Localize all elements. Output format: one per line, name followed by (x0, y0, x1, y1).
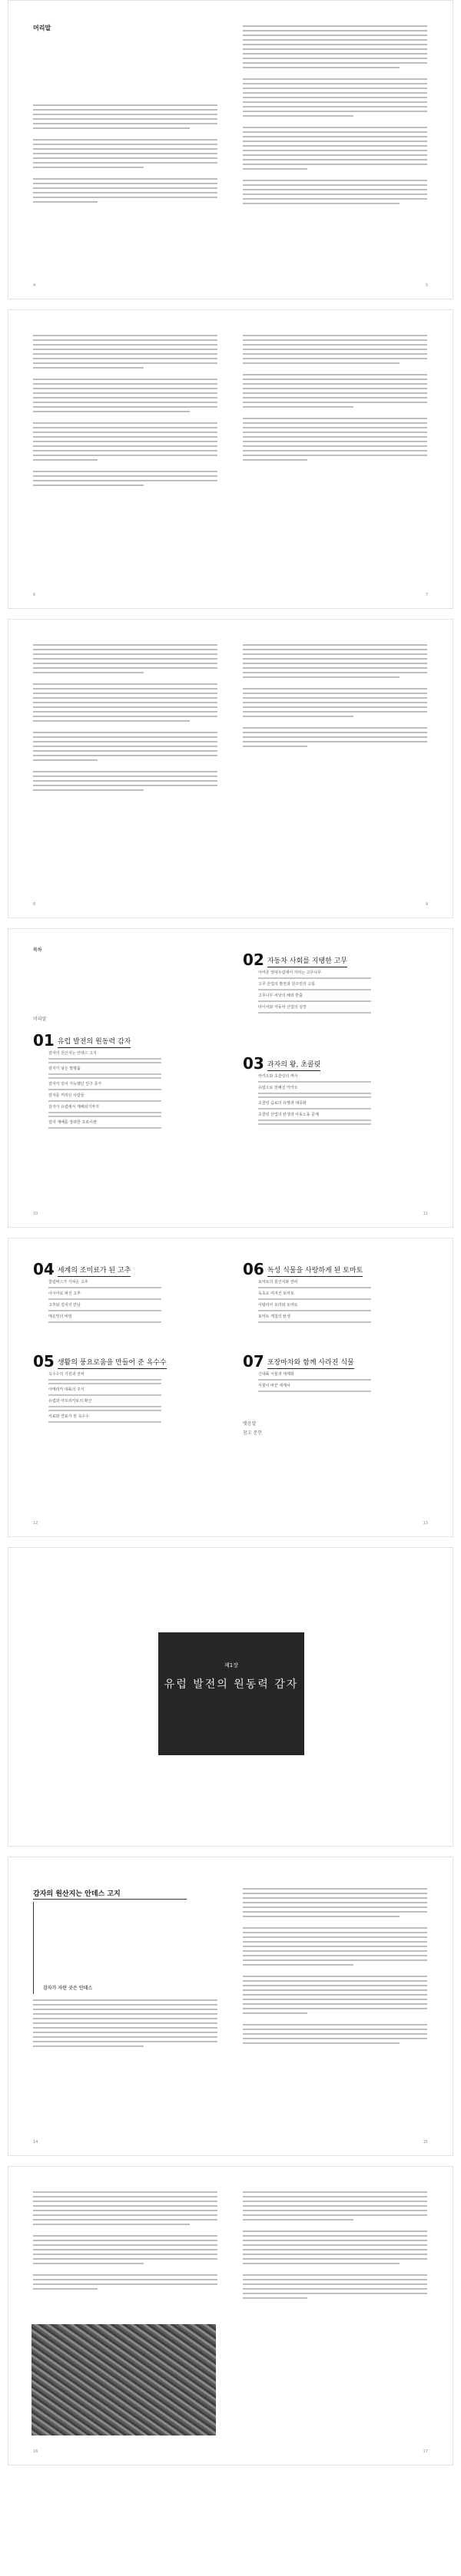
toc-item[interactable]: 사료와 연료가 된 옥수수 (48, 1414, 90, 1419)
toc-item[interactable]: 감자가 낳은 발명품 (48, 1066, 81, 1071)
chapter-number: 06 (243, 1260, 264, 1278)
page-number-right: 11 (423, 1212, 428, 1216)
toc-epilogue[interactable]: 맺음말 (243, 1421, 257, 1427)
page-preface-1 (8, 0, 453, 299)
toc-chapter-06[interactable] (243, 1262, 431, 1323)
part-title-box (158, 1632, 304, 1755)
page-number-right: 17 (423, 2449, 428, 2454)
preface2-right-column (243, 335, 427, 464)
toc-item[interactable]: 카카오와 초콜릿의 역사 (258, 1074, 298, 1079)
toc-item[interactable]: 고무 산업의 발전과 원주민의 고통 (258, 982, 315, 987)
page-toc-2 (8, 1238, 453, 1537)
chapter-title: 세계의 조미료가 된 고추 (58, 1265, 131, 1277)
chapter-number: 07 (243, 1352, 264, 1371)
chapter-title: 유럽 발전의 원동력 감자 (58, 1036, 131, 1048)
preface-left-column (33, 104, 217, 206)
preface3-left-column (33, 644, 217, 794)
toc-item[interactable]: 아시아로 퍼진 고추 (48, 1291, 81, 1296)
chapter-number: 05 (33, 1352, 55, 1371)
toc-item[interactable]: 초콜릿 음료의 유행과 대중화 (258, 1101, 307, 1106)
toc-item[interactable]: 고무나무 씨앗의 해외 반출 (258, 994, 303, 998)
toc-item[interactable]: 유럽과 아프리카로의 확산 (48, 1399, 92, 1404)
chapter-number: 04 (33, 1260, 55, 1278)
page-number-left: 10 (33, 1212, 38, 1216)
toc-chapter-07[interactable] (243, 1354, 431, 1392)
toc-item[interactable]: 식물이 바꾼 세계사 (258, 1384, 290, 1388)
chapter-subheading: 감자가 자란 곳은 안데스 (43, 1986, 93, 1991)
page-number-left: 8 (33, 902, 36, 907)
vertical-rule (33, 1902, 34, 1994)
chapter-number: 03 (243, 1054, 264, 1073)
page-number-right: 5 (425, 283, 428, 288)
toc-item[interactable]: 고추와 김치의 만남 (48, 1303, 81, 1308)
toc-item[interactable]: 옥수수의 기원과 전파 (48, 1372, 85, 1377)
page-number-right: 15 (423, 2140, 428, 2144)
toc-chapter-01[interactable] (33, 1033, 221, 1129)
toc-item[interactable]: 감자 재배를 장려한 프로이센 (48, 1120, 97, 1125)
page-preface-2 (8, 309, 453, 609)
page-number-left: 4 (33, 283, 36, 288)
chapter-right-column (243, 1888, 427, 2047)
chapter-heading: 감자의 원산지는 안데스 고지 (33, 1890, 121, 1898)
chapter-left-column (33, 1999, 217, 2050)
toc-item[interactable]: 토마토의 원산지와 전파 (258, 1280, 298, 1285)
page-body-photo (8, 2166, 453, 2465)
toc-item[interactable]: 매운맛의 비밀 (48, 1314, 72, 1319)
page-toc-1 (8, 928, 453, 1228)
chapter-title: 생활의 풍요로움을 만들어 준 옥수수 (58, 1357, 167, 1369)
preface-title: 머리말 (33, 25, 51, 31)
toc-item[interactable]: 유럽으로 전해진 카카오 (258, 1086, 298, 1090)
toc-item[interactable]: 이탈리아 요리와 토마토 (258, 1303, 298, 1308)
chapter-title: 독성 식물을 사랑하게 된 토마토 (267, 1265, 363, 1277)
toc-references[interactable]: 참고 문헌 (243, 1430, 263, 1436)
toc-item[interactable]: 신대륙 식물과 세계화 (258, 1372, 294, 1377)
page-number-left: 14 (33, 2140, 38, 2144)
chapter-number: 01 (33, 1031, 55, 1050)
page-number-left: 12 (33, 1521, 38, 1526)
toc-item[interactable]: 감자가 있어 가능했던 인구 증가 (48, 1082, 102, 1086)
toc-chapter-02[interactable] (243, 952, 431, 1014)
page-chapter-opening (8, 1857, 453, 2156)
preface-right-column (243, 25, 427, 207)
chapter-number: 02 (243, 951, 264, 969)
toc-chapter-04[interactable] (33, 1262, 221, 1323)
toc-item[interactable]: 콜럼버스가 가져온 고추 (48, 1280, 88, 1285)
toc-item[interactable]: 감자를 꺼리던 사람들 (48, 1093, 85, 1098)
toc-preface[interactable]: 머리말 (33, 1017, 47, 1022)
chapter-title: 자동차 사회를 지탱한 고무 (267, 955, 347, 967)
toc-chapter-03[interactable] (243, 1056, 431, 1125)
page-number-right: 13 (423, 1521, 428, 1526)
body-left-column (33, 2191, 217, 2293)
toc-item[interactable]: 타이어와 자동차 산업의 성장 (258, 1005, 307, 1010)
toc-item[interactable]: 토마토 케첩의 탄생 (258, 1314, 290, 1319)
terrace-photo (32, 2324, 216, 2435)
preface3-right-column (243, 644, 427, 750)
toc-item[interactable]: 감자의 원산지는 안데스 고지 (48, 1051, 97, 1056)
toc-chapter-05[interactable] (33, 1354, 221, 1423)
toc-item[interactable]: 초콜릿 산업의 탄생과 아동노동 문제 (258, 1113, 319, 1117)
page-preface-3 (8, 619, 453, 918)
body-right-column (243, 2191, 427, 2302)
page-part-title (8, 1547, 453, 1847)
preface2-left-column (33, 335, 217, 489)
page-number-right: 7 (425, 593, 428, 597)
part-label: 제1장 (224, 1662, 238, 1668)
page-number-left: 6 (33, 593, 36, 597)
page-number-left: 16 (33, 2449, 38, 2454)
chapter-title: 포장마차와 함께 사라진 식물 (267, 1357, 354, 1369)
page-number-right: 9 (425, 902, 428, 907)
toc-item[interactable]: 독초로 여겨진 토마토 (258, 1291, 294, 1296)
toc-item[interactable]: 감자가 유럽에서 재배되기까지 (48, 1105, 99, 1109)
chapter-title: 과자의 왕, 초콜릿 (267, 1059, 320, 1071)
toc-item[interactable]: 아메리카 대륙의 주식 (48, 1387, 85, 1392)
part-title: 유럽 발전의 원동력 감자 (164, 1678, 299, 1691)
heading-rule (33, 1899, 187, 1900)
toc-title: 목차 (33, 947, 42, 953)
toc-item[interactable]: 아마존 열대우림에서 자라는 고무나무 (258, 971, 322, 975)
